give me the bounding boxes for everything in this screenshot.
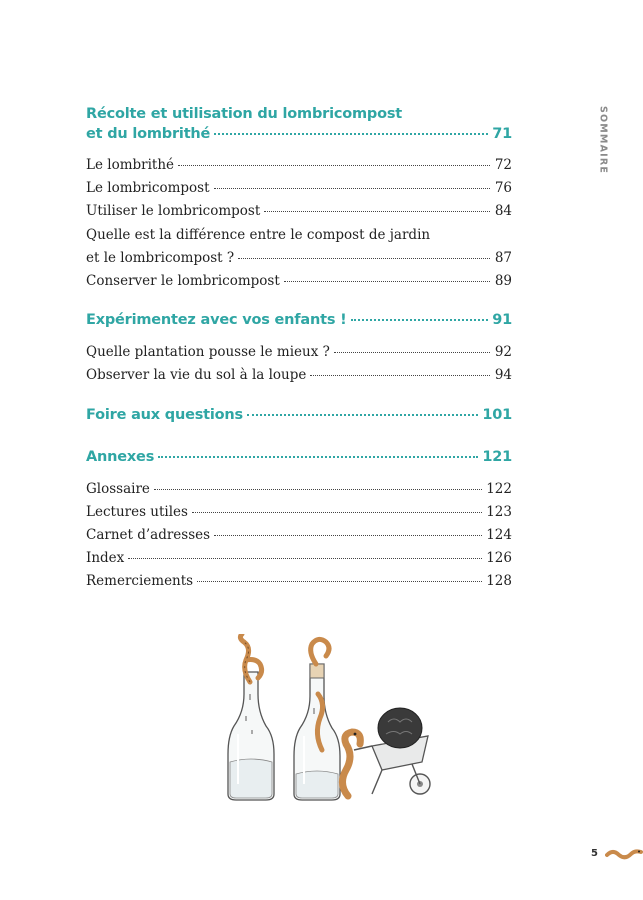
section-title[interactable]: [86, 104, 512, 144]
entry-title: Glossaire: [86, 480, 150, 497]
table-of-contents: [86, 104, 512, 610]
dot-leader: [214, 535, 482, 536]
toc-entry[interactable]: [86, 570, 512, 593]
dot-leader: [192, 512, 482, 513]
section-title-line: et du lombrithé: [86, 126, 211, 142]
dot-leader: [178, 165, 490, 166]
section-page-number: 121: [482, 448, 512, 465]
section-title-line: Expérimentez avec vos enfants !: [86, 312, 347, 329]
toc-entry[interactable]: [86, 177, 512, 200]
page-number: 5: [591, 848, 598, 859]
toc-entry[interactable]: [86, 478, 512, 501]
toc-entry[interactable]: [86, 224, 512, 270]
toc-section: [86, 404, 512, 426]
toc-entry[interactable]: [86, 200, 512, 223]
dot-leader: [334, 352, 490, 353]
section-title-line: Foire aux questions: [86, 406, 243, 423]
entry-title: Utiliser le lombricompost: [86, 203, 261, 220]
dot-leader: [310, 375, 490, 376]
entry-title: Observer la vie du sol à la loupe: [86, 367, 307, 384]
bottle-left: [228, 672, 274, 800]
toc-entry[interactable]: [86, 524, 512, 547]
toc-entry[interactable]: [86, 364, 512, 387]
dot-leader: [158, 456, 478, 458]
dot-leader: [238, 258, 490, 259]
entry-page-number: 124: [486, 527, 512, 544]
dot-leader: [351, 319, 489, 321]
entry-title: Le lombrithé: [86, 157, 175, 173]
entry-page-number: 122: [486, 480, 512, 497]
dot-leader: [197, 581, 482, 582]
dot-leader: [214, 188, 490, 189]
toc-section: [86, 104, 512, 293]
dot-leader: [154, 489, 482, 490]
entry-title: Remerciements: [86, 573, 194, 590]
entry-page-number: 92: [494, 344, 512, 361]
entry-title: Conserver le lombricompost: [86, 273, 280, 290]
toc-entry[interactable]: [86, 270, 512, 293]
dot-leader: [128, 558, 482, 559]
toc-entry[interactable]: [86, 154, 512, 177]
toc-entry[interactable]: [86, 501, 512, 524]
section-page-number: 91: [492, 312, 512, 329]
section-title-line: Récolte et utilisation du lombricompost: [86, 106, 403, 122]
section-title[interactable]: [86, 404, 512, 426]
entry-page-number: 126: [486, 550, 512, 567]
section-page-number: 101: [482, 406, 512, 423]
section-title[interactable]: [86, 309, 512, 331]
section-title-line: Annexes: [86, 448, 155, 465]
entry-page-number: 89: [494, 273, 512, 290]
dot-leader: [214, 133, 488, 135]
side-label: [596, 106, 610, 174]
worms-in-bottles-illustration: [222, 634, 444, 804]
entry-title: et le lombricompost ?: [86, 249, 235, 266]
entry-title: Le lombricompost: [86, 180, 210, 197]
entry-title: Quelle plantation pousse le mieux ?: [86, 344, 330, 361]
toc-entry[interactable]: [86, 341, 512, 364]
entry-page-number: 94: [494, 367, 512, 384]
section-page-number: 71: [492, 126, 512, 142]
worm-icon: [605, 845, 643, 861]
entry-page-number: 84: [494, 203, 512, 220]
entry-page-number: 72: [494, 157, 512, 173]
entry-title: Index: [86, 550, 125, 567]
dot-leader: [264, 211, 490, 212]
side-label-text: SOMMAIRE: [597, 105, 609, 175]
entry-title: Carnet d’adresses: [86, 527, 211, 544]
entry-title: Lectures utiles: [86, 503, 188, 520]
entry-page-number: 76: [494, 180, 512, 197]
entry-title: Quelle est la différence entre le compost de jardin: [86, 226, 431, 243]
dot-leader: [247, 414, 478, 416]
dot-leader: [284, 281, 490, 282]
entry-page-number: 128: [486, 573, 512, 590]
entry-page-number: 123: [486, 503, 512, 520]
toc-entry[interactable]: [86, 547, 512, 570]
worm-wheelbarrow-illustration: [342, 708, 430, 796]
section-title[interactable]: [86, 446, 512, 468]
toc-section: [86, 446, 512, 594]
entry-page-number: 87: [494, 249, 512, 266]
toc-section: [86, 309, 512, 387]
